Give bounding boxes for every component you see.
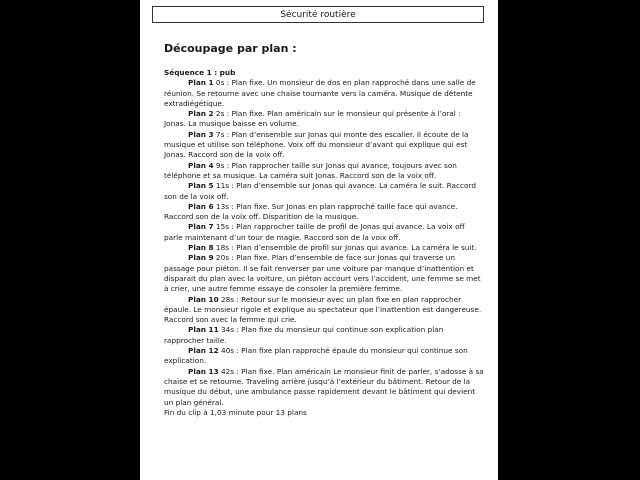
plan-label: Plan 10 <box>188 294 219 304</box>
plan-paragraph <box>164 161 484 182</box>
plan-text: 40s : Plan fixe plan rapproché épaule du monsieur qui continue son explication. <box>164 346 468 366</box>
plan-paragraph <box>164 243 484 253</box>
sequence-label: Séquence 1 : pub <box>164 68 236 77</box>
document-body <box>164 68 484 418</box>
plan-text: 20s : Plan fixe. Plan d’ensemble de face sur Jonas qui traverse un passage pour piéton. Il se fait renverser par une voiture par manque d’inattention et disparait du plan avec la voiture, un piéton accourt vers l’accident, une femme se met à crier, une autre femme essaye de consoler la première femme. <box>164 253 481 294</box>
plan-paragraph <box>164 130 484 161</box>
plan-text: 7s : Plan d’ensemble sur Jonas qui monte des escalier. Il écoute de la musique et utilise son téléphone. Voix off du monsieur d’avant qui explique qui est Jonas. Raccord son de la voix off. <box>164 129 469 160</box>
plan-text: 0s : Plan fixe. Un monsieur de dos en plan rapproché dans une salle de réunion. Se retourne avec une chaise tournante vers la caméra. Musique de détente extradiégétique. <box>164 78 476 108</box>
plan-label: Plan 8 <box>188 243 214 253</box>
plan-paragraph <box>164 109 484 130</box>
plan-label: Plan 2 <box>188 109 214 119</box>
plan-label: Plan 4 <box>188 160 214 170</box>
plan-paragraph <box>164 325 484 346</box>
plan-paragraph <box>164 78 484 109</box>
plan-text: 13s : Plan fixe. Sur Jonas en plan rapproché taille face qui avance. Raccord son de la voix off. Disparition de la musique. <box>164 201 458 222</box>
plan-label: Plan 9 <box>188 253 214 263</box>
section-title: Découpage par plan : <box>164 42 297 55</box>
plan-text: 2s : Plan fixe. Plan américain sur le monsieur qui présente à l’oral : Jonas. La musique baisse en volume. <box>164 109 461 129</box>
plan-label: Plan 3 <box>188 129 214 139</box>
plan-label: Plan 1 <box>188 78 214 88</box>
plan-label: Plan 6 <box>188 201 214 211</box>
footer-text: Fin du clip à 1,03 minute pour 13 plans <box>164 407 307 417</box>
plan-text: 9s : Plan rapprocher taille sur Jonas qui avance, toujours avec son téléphone et sa musique. La caméra suit Jonas. Raccord son de la voix off. <box>164 160 457 180</box>
plan-paragraph <box>164 222 484 243</box>
document-page <box>140 0 498 480</box>
document-header: Sécurité routière <box>152 6 484 23</box>
plan-text: 11s : Plan d’ensemble sur Jonas qui avance. La caméra le suit. Raccord son de la voix off. <box>164 181 476 201</box>
plan-label: Plan 13 <box>188 366 219 376</box>
plan-text: 15s : Plan rapprocher taille de profil de Jonas qui avance. La voix off parle maintenant d’un tour de magie. Raccord son de la voix off. <box>164 222 465 242</box>
plan-label: Plan 12 <box>188 346 219 356</box>
plan-text: 34s : Plan fixe du monsieur qui continue son explication plan rapprocher taille. <box>164 325 444 345</box>
plan-paragraph <box>164 295 484 326</box>
plan-label: Plan 11 <box>188 325 219 335</box>
plan-paragraph <box>164 181 484 202</box>
plan-text: 28s : Retour sur le monsieur avec un plan fixe en plan rapprocher épaule. Le monsieur rigole et explique au spectateur que l’inattention est dangereuse. Raccord son avec la femme qui crie. <box>164 294 482 325</box>
plan-label: Plan 7 <box>188 222 214 232</box>
plan-paragraph <box>164 367 484 408</box>
plan-paragraph <box>164 202 484 223</box>
plan-label: Plan 5 <box>188 181 214 191</box>
plan-paragraph <box>164 253 484 294</box>
plan-text: 42s : Plan fixe. Plan américain Le monsieur finit de parler, s’adosse à sa chaise et se retourne. Traveling arrière jusqu’à l’extérieur du bâtiment. Retour de la musique du début, une ambulance passe rapidement devant le bâtiment qui devient un plan général. <box>164 366 484 407</box>
plan-text: 18s : Plan d’ensemble de profil sur Jonas qui avance. La caméra le suit. <box>215 243 477 253</box>
plan-paragraph <box>164 346 484 367</box>
